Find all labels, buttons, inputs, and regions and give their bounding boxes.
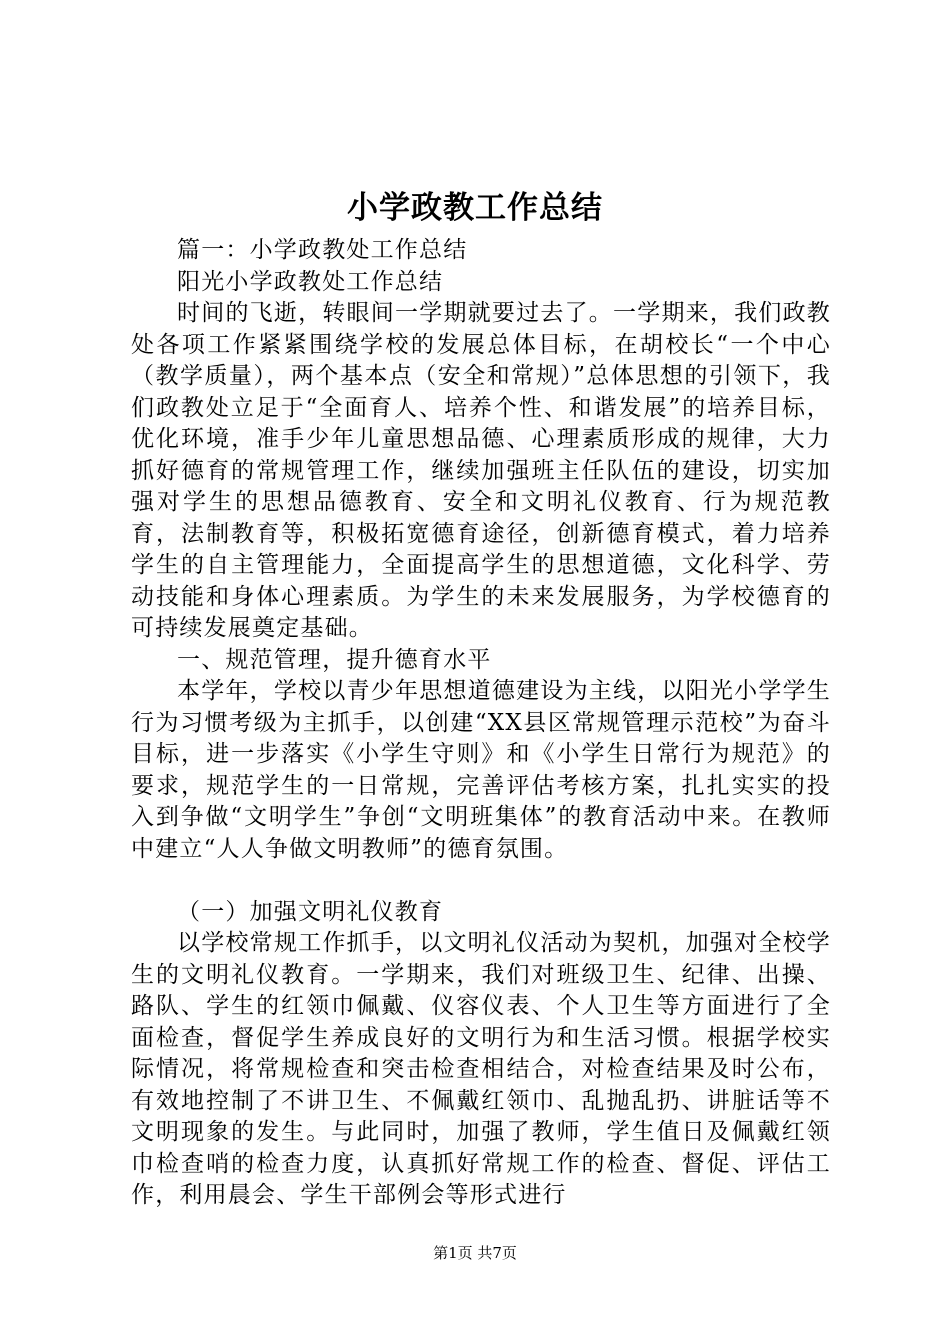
- subtitle-paragraph: 阳光小学政教处工作总结: [177, 268, 444, 295]
- section-heading: 篇一：小学政教处工作总结: [177, 237, 468, 263]
- body-paragraph: 本学年，学校以青少年思想道德建设为主线，以阳光小学学生行为习惯考级为主抓手，以创建“XX县区常规管理示范校”为奋斗目标，进一步落实《小学生守则》和《小学生日常行为规范》的要求，规范学生的一日常规，完善评估考核方案，扎扎实实的投入到争做“文明学生”争创“文明班集体”的教育活动中来。在教师中建立“人人争做文明教师”的德育氛围。: [131, 678, 831, 862]
- section-heading: 一、规范管理，提升德育水平: [177, 646, 492, 673]
- document-body: [131, 235, 831, 1212]
- section-heading: （一）加强文明礼仪教育: [177, 898, 444, 925]
- body-paragraph: 以学校常规工作抓手，以文明礼仪活动为契机，加强对全校学生的文明礼仪教育。一学期来，我们对班级卫生、纪律、出操、路队、学生的红领巾佩戴、仪容仪表、个人卫生等方面进行了全面检查，督促学生养成良好的文明行为和生活习惯。根据学校实际情况，将常规检查和突击检查相结合，对检查结果及时公布，有效地控制了不讲卫生、不佩戴红领巾、乱抛乱扔、讲脏话等不文明现象的发生。与此同时，加强了教师，学生值日及佩戴红领巾检查哨的检查力度，认真抓好常规工作的检查、督促、评估工作，利用晨会、学生干部例会等形式进行: [131, 930, 831, 1208]
- page-total: 共7页: [477, 1244, 517, 1262]
- page-footer: [0, 1243, 950, 1263]
- document-title: 小学政教工作总结: [347, 190, 603, 226]
- body-paragraph: 时间的飞逝，转眼间一学期就要过去了。一学期来，我们政教处各项工作紧紧围绕学校的发展总体目标，在胡校长“一个中心（教学质量），两个基本点（安全和常规）”总体思想的引领下，我们政教处立足于“全面育人、培养个性、和谐发展”的培养目标，优化环境，准手少年儿童思想品德、心理素质形成的规律，大力抓好德育的常规管理工作，继续加强班主任队伍的建设，切实加强对学生的思想品德教育、安全和文明礼仪教育、行为规范教育，法制教育等，积极拓宽德育途径，创新德育模式，着力培养学生的自主管理能力，全面提高学生的思想道德，文化科学、劳动技能和身体心理素质。为学生的未来发展服务，为学校德育的可持续发展奠定基础。: [131, 300, 831, 641]
- page-number: 第1页: [433, 1244, 473, 1262]
